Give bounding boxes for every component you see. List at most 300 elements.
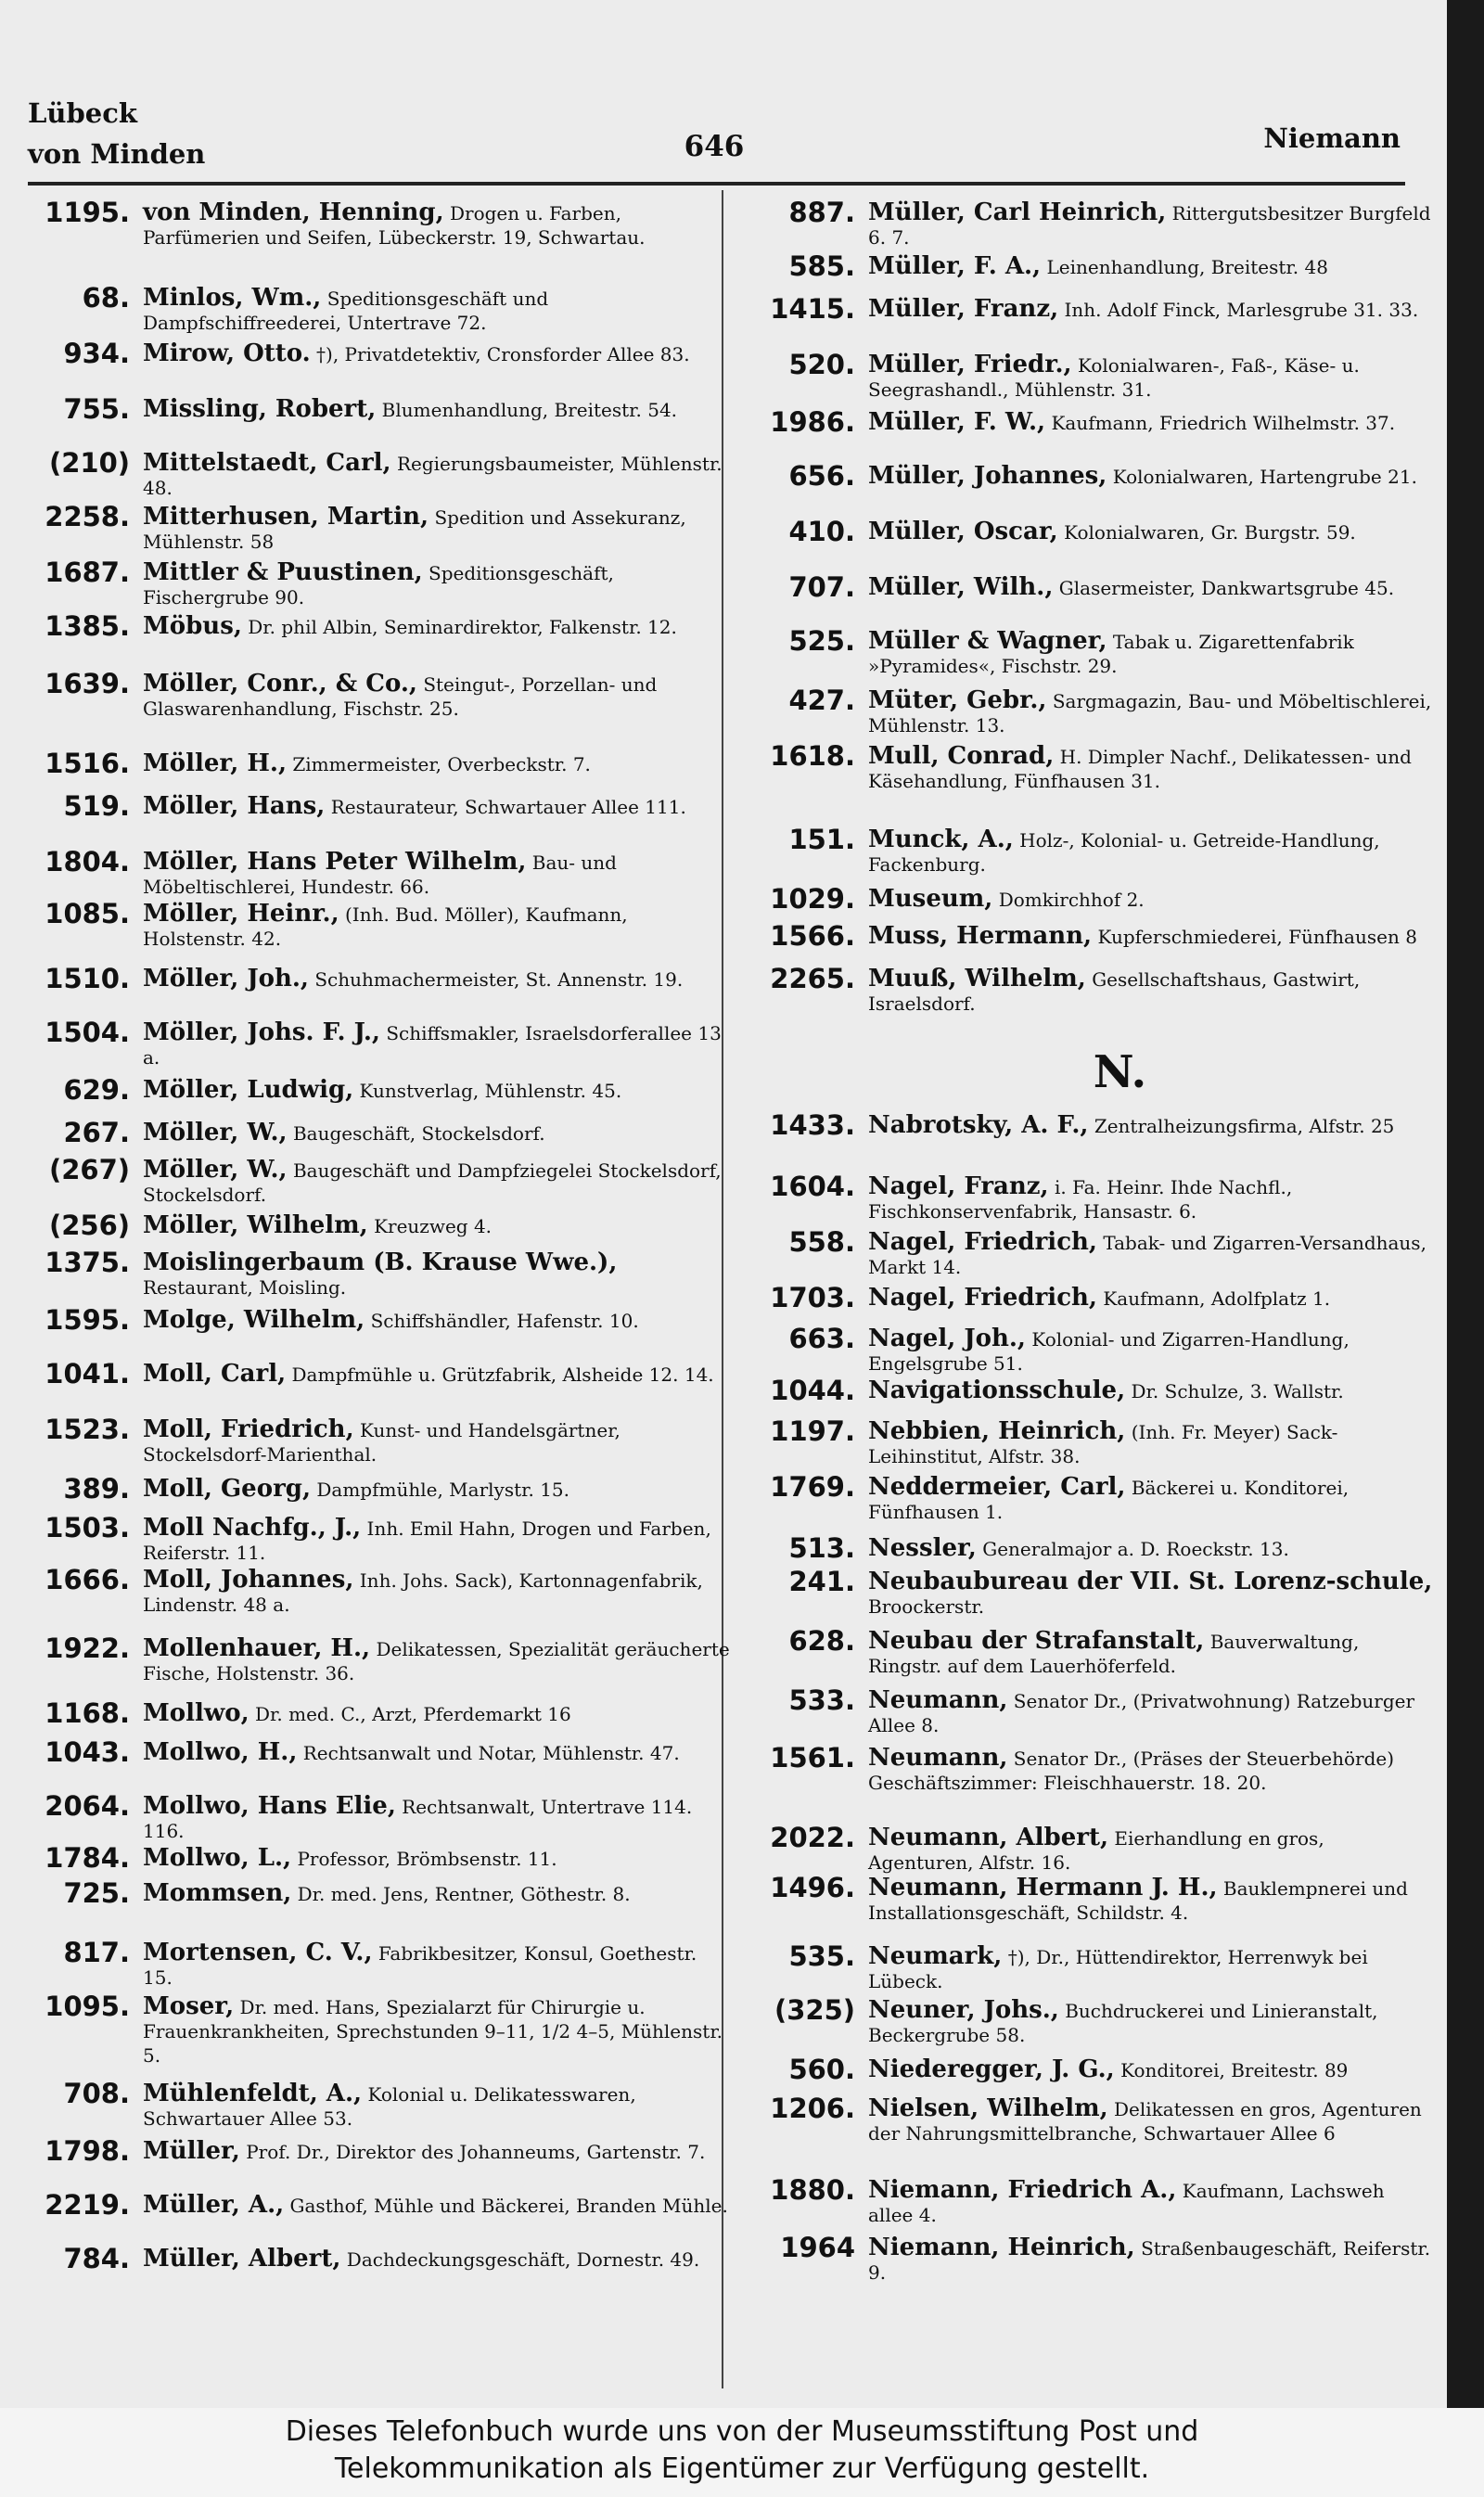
entry-text [868,963,1433,1016]
directory-entry [751,740,1433,824]
phone-number: 585. [788,250,855,282]
directory-entry [751,2174,1433,2232]
phone-number: 1496. [770,1872,855,1903]
entry-text [143,1697,731,1726]
phone-number: 1516. [45,748,130,779]
entry-details: Delikatessen en gros, Agenturen der Nahrungsmittelbranche, Schwartauer Allee 6 [868,2098,1422,2145]
entry-details: Restaurant, Moisling. [143,1276,347,1299]
entry-details: Glasermeister, Dankwartsgrube 45. [1058,577,1395,599]
phone-number: 1044. [770,1375,855,1406]
entry-name: Moll, Carl, [143,1360,287,1388]
page-number: 646 [684,130,745,163]
entry-name: Nagel, Friedrich, [868,1284,1097,1312]
directory-entry [751,1171,1433,1226]
phone-number: 708. [63,2078,130,2109]
phone-number: 389. [63,1473,130,1505]
phone-number: 1769. [770,1471,855,1503]
entry-text [868,460,1433,489]
entry-details: Dampfmühle u. Grützfabrik, Alsheide 12. 14. [291,1364,714,1386]
phone-number: 68. [82,282,130,314]
directory-entry [26,963,731,1017]
entry-text [143,2243,731,2272]
entry-details: Baugeschäft, Stockelsdorf. [292,1122,545,1145]
left-column [26,197,731,2304]
entry-details: i. Fa. Heinr. Ihde Nachfl., Fischkonservenfabrik, Hansastr. 6. [868,1176,1293,1223]
phone-number: 560. [788,2054,855,2085]
phone-number: 934. [63,338,130,369]
entry-text [143,1877,731,1906]
phone-number: 725. [63,1877,130,1909]
entry-name: Muss, Hermann, [868,922,1093,950]
entry-name: Minlos, Wm., [143,284,322,312]
entry-text [143,610,731,639]
directory-entry [751,1872,1433,1940]
phone-number: 535. [788,1940,855,1972]
entry-details: Kupferschmiederei, Fünfhausen 8 [1097,926,1417,948]
entry-text [143,1736,731,1765]
entry-name: Moll, Friedrich, [143,1415,354,1443]
phone-number: 784. [63,2243,130,2274]
phone-number: 1415. [770,293,855,325]
directory-entry [751,1226,1433,1282]
phone-number: 663. [788,1323,855,1354]
entry-details: Leinenhandlung, Breitestr. 48 [1046,256,1328,278]
entry-text [868,1872,1433,1925]
entry-text [868,1566,1433,1619]
entry-text [143,2189,731,2218]
entry-name: Müller, Carl Heinrich, [868,198,1167,226]
phone-number: 1561. [770,1742,855,1774]
entry-text [868,1994,1433,2047]
entry-details: Gasthof, Mühle und Bäckerei, Branden Mühle. [289,2195,728,2217]
directory-entry [26,846,731,898]
entry-name: Müller & Wagner, [868,627,1107,655]
phone-number: 2064. [45,1790,130,1822]
phone-number: 1168. [45,1697,130,1729]
phone-number: 817. [63,1937,130,1968]
phone-number: 1604. [770,1171,855,1202]
entry-name: Neumann, Hermann J. H., [868,1874,1218,1902]
entry-details: Prof. Dr., Direktor des Johanneums, Gartenstr. 7. [246,2141,706,2163]
entry-details: Schuhmachermeister, St. Annenstr. 19. [314,968,684,991]
entry-name: Moll Nachfg., J., [143,1514,362,1542]
phone-number: 1703. [770,1282,855,1313]
directory-entry [26,1790,731,1842]
entry-text [143,393,731,422]
entry-details: Domkirchhof 2. [998,889,1145,911]
entry-details: Drogen u. Farben, Parfümerien und Seifen, Lübeckerstr. 19, Schwartau. [143,202,646,249]
entry-details: Steingut-, Porzellan- und Glaswarenhandlung, Fischstr. 25. [143,673,658,720]
entry-details: Dr. Schulze, 3. Wallstr. [1131,1380,1344,1402]
directory-entry [751,883,1433,920]
entry-details: Konditorei, Breitestr. 89 [1120,2059,1349,2081]
entry-text [143,748,731,776]
directory-entry [26,1358,731,1414]
entry-details: Dr. med. Jens, Rentner, Göthestr. 8. [297,1883,631,1905]
entry-name: Moislingerbaum (B. Krause Wwe.), [143,1248,618,1276]
directory-entry [26,1842,731,1877]
entry-details: Kunst- und Handelsgärtner, Stockelsdorf-Marienthal. [143,1419,620,1466]
phone-number: 241. [788,1566,855,1597]
entry-details: Rechtsanwalt, Untertrave 114. 116. [143,1796,693,1842]
entry-text [143,1210,731,1238]
entry-name: Niemann, Heinrich, [868,2234,1135,2261]
phone-number: 410. [788,516,855,547]
entry-name: Mollenhauer, H., [143,1634,371,1662]
directory-entry [26,1877,731,1937]
entry-text [868,1471,1433,1524]
entry-details: Eierhandlung en gros, Agenturen, Alfstr. 16. [868,1827,1324,1874]
entry-text [143,1937,731,1990]
directory-entry [26,1697,731,1736]
entry-details: Generalmajor a. D. Roeckstr. 13. [982,1538,1289,1560]
entry-name: Müller, Oscar, [868,518,1058,545]
entry-details: Professor, Brömbsenstr. 11. [297,1848,557,1870]
entry-name: Mittler & Puustinen, [143,558,423,586]
phone-number: 755. [63,393,130,425]
directory-entry [26,282,731,338]
entry-name: Neumann, [868,1744,1008,1772]
phone-number: 628. [788,1625,855,1657]
entry-details: Kolonialwaren, Gr. Burgstr. 59. [1064,521,1356,544]
entry-details: Kaufmann, Friedrich Wilhelmstr. 37. [1051,412,1396,434]
phone-number: 1504. [45,1017,130,1048]
entry-details: Spedition und Assekuranz, Mühlenstr. 58 [143,506,686,553]
directory-entry [751,406,1433,460]
entry-name: Möller, Hans, [143,792,326,820]
phone-number: 1639. [45,668,130,699]
entry-name: Molge, Wilhelm, [143,1306,365,1334]
entry-details: Tabak- und Zigarren-Versandhaus, Markt 14. [868,1232,1426,1278]
entry-text [868,685,1433,737]
entry-text [868,2232,1433,2285]
phone-number: 1964 [780,2232,855,2263]
phone-number: 151. [788,824,855,855]
entry-name: Muuß, Wilhelm, [868,965,1086,992]
phone-number: 707. [788,571,855,603]
entry-details: Speditionsgeschäft und Dampfschiffreederei, Untertrave 72. [143,288,549,334]
phone-number: 1595. [45,1304,130,1336]
entry-text [143,1117,731,1146]
directory-entry [751,2093,1433,2174]
entry-name: Möller, Joh., [143,965,309,992]
entry-name: Müller, Albert, [143,2245,341,2273]
phone-number: 656. [788,460,855,492]
entry-name: Moll, Johannes, [143,1566,354,1594]
entry-name: Mühlenfeldt, A., [143,2080,363,2107]
right-column-n-entries [751,1109,1433,2287]
directory-entry [26,501,731,557]
directory-entry [26,1937,731,1991]
phone-number: 2258. [45,501,130,532]
directory-entry [26,2135,731,2189]
phone-number: 1385. [45,610,130,642]
entry-details: Regierungsbaumeister, Mühlenstr. 48. [143,453,723,499]
entry-details: Dr. phil Albin, Seminardirektor, Falkenstr. 12. [248,616,677,638]
entry-text [143,338,731,366]
directory-entry [26,1017,731,1074]
entry-text [143,1358,731,1387]
entry-details: Inh. Johs. Sack), Kartonnagenfabrik, Lindenstr. 48 a. [143,1569,703,1616]
entry-details: Kaufmann, Lachsweh allee 4. [868,2180,1385,2226]
directory-entry [26,1154,731,1210]
phone-number: 1566. [770,920,855,952]
entry-name: Möller, Conr., & Co., [143,670,417,698]
directory-entry [26,197,731,282]
entry-name: Möller, Heinr., [143,900,339,928]
directory-entry [751,349,1433,406]
entry-name: Mull, Conrad, [868,742,1055,770]
phone-number: 533. [788,1684,855,1716]
entry-text [868,920,1433,949]
entry-name: Mommsen, [143,1879,292,1907]
phone-number: 427. [788,685,855,716]
directory-entry [26,338,731,393]
entry-details: (Inh. Bud. Möller), Kaufmann, Holstenstr. 42. [143,903,628,950]
directory-entry [751,1625,1433,1684]
entry-name: Möbus, [143,612,242,640]
directory-entry [751,685,1433,740]
entry-details: Senator Dr., (Präses der Steuerbehörde) Geschäftszimmer: Fleischhauerstr. 18. 20. [868,1748,1395,1794]
entry-name: Müller, F. W., [868,408,1046,436]
entry-text [868,1171,1433,1223]
header-left-bottom: von Minden [28,138,206,170]
entry-name: Müller, Franz, [868,295,1059,323]
directory-entry [751,920,1433,963]
entry-text [143,1074,731,1103]
entry-details: Bauverwaltung, Ringstr. auf dem Lauerhöferfeld. [868,1631,1360,1677]
directory-entry [26,1414,731,1473]
entry-text [143,1633,731,1685]
phone-number: 1666. [45,1564,130,1595]
entry-text [143,668,731,721]
directory-entry [751,625,1433,685]
directory-entry [26,447,731,501]
entry-text [868,1684,1433,1737]
entry-name: Moll, Georg, [143,1475,311,1503]
entry-details: Kunstverlag, Mühlenstr. 45. [359,1080,622,1102]
entry-text [143,1247,731,1300]
entry-name: Neumann, [868,1686,1008,1714]
entry-text [868,2093,1433,2145]
directory-entry [26,2078,731,2135]
entry-details: Schiffshändler, Hafenstr. 10. [370,1310,639,1332]
entry-name: Mirow, Otto. [143,339,311,367]
entry-text [143,2135,731,2164]
entry-text [868,824,1433,877]
entry-details: Restaurateur, Schwartauer Allee 111. [330,796,686,818]
phone-number: 1687. [45,557,130,588]
entry-text [868,406,1433,435]
phone-number: 1206. [770,2093,855,2124]
directory-entry [751,1684,1433,1742]
entry-text [143,790,731,819]
entry-text [143,1304,731,1333]
entry-details: Zimmermeister, Overbeckstr. 7. [292,753,591,775]
entry-details: †), Dr., Hüttendirektor, Herrenwyk bei Lübeck. [868,1946,1368,1992]
directory-entry [26,748,731,790]
scan-border [1447,0,1484,2408]
directory-entry [751,197,1433,250]
entry-details: Blumenhandlung, Breitestr. 54. [381,399,678,421]
entry-name: Möller, Ludwig, [143,1076,354,1104]
phone-number: 513. [788,1532,855,1564]
directory-entry [26,393,731,447]
entry-text [143,1842,731,1871]
phone-number: 1095. [45,1991,130,2022]
entry-details: Holz-, Kolonial- u. Getreide-Handlung, Fackenburg. [868,829,1380,876]
entry-name: Moser, [143,1992,235,2020]
entry-details: Baugeschäft und Dampfziegelei Stockelsdorf, Stockelsdorf. [143,1159,722,1206]
directory-entry [751,1375,1433,1415]
entry-text [868,571,1433,600]
entry-details: Kreuzweg 4. [374,1215,493,1237]
entry-text [143,1512,731,1565]
phone-number: 520. [788,349,855,380]
phone-number: 2265. [770,963,855,994]
entry-name: Mollwo, L., [143,1844,292,1872]
entry-details: Inh. Emil Hahn, Drogen und Farben, Reiferstr. 11. [143,1517,711,1564]
entry-details: Kaufmann, Adolfplatz 1. [1103,1287,1331,1310]
entry-details: Bauklempnerei und Installationsgeschäft, Schildstr. 4. [868,1877,1408,1924]
entry-text [143,447,731,500]
directory-entry [26,557,731,610]
directory-entry [26,1210,731,1247]
entry-name: Müter, Gebr., [868,686,1047,714]
directory-entry [751,1742,1433,1822]
directory-entry [26,610,731,668]
entry-text [868,1940,1433,1993]
entry-text [868,1625,1433,1678]
entry-text [868,1323,1433,1376]
header-rule [28,182,1405,186]
directory-entry [751,1415,1433,1471]
entry-name: Müller, Johannes, [868,462,1107,490]
directory-entry [751,1109,1433,1171]
phone-number: (267) [48,1154,130,1185]
phone-number: 1503. [45,1512,130,1543]
entry-text [143,1414,731,1466]
directory-entry [26,1564,731,1633]
directory-entry [751,2232,1433,2287]
directory-entry [751,2054,1433,2093]
entry-text [868,293,1433,322]
entry-details: Gesellschaftshaus, Gastwirt, Israelsdorf. [868,968,1361,1015]
directory-entry [751,293,1433,349]
entry-name: Möller, W., [143,1119,288,1146]
phone-number: 2219. [45,2189,130,2221]
directory-entry [751,516,1433,571]
entry-name: Mittelstaedt, Carl, [143,449,391,477]
phone-number: 558. [788,1226,855,1258]
phone-number: 1433. [770,1109,855,1141]
entry-details: Senator Dr., (Privatwohnung) Ratzeburger Allee 8. [868,1690,1415,1736]
entry-details: H. Dimpler Nachf., Delikatessen- und Käsehandlung, Fünfhausen 31. [868,746,1412,792]
directory-entry [751,1940,1433,1994]
entry-text [143,1991,731,2068]
entry-name: Möller, Hans Peter Wilhelm, [143,848,527,876]
entry-details: Kolonial- und Zigarren-Handlung, Engelsgrube 51. [868,1328,1350,1375]
directory-entry [26,1512,731,1564]
directory-entry [751,824,1433,883]
entry-text [143,1564,731,1617]
entry-text [143,197,731,250]
entry-details: Schiffsmakler, Israelsdorferallee 13 a. [143,1022,722,1069]
entry-name: Niemann, Friedrich A., [868,2176,1177,2204]
phone-number: 1195. [45,197,130,228]
phone-number: (256) [48,1210,130,1241]
phone-number: 1510. [45,963,130,994]
entry-name: Mitterhusen, Martin, [143,503,429,531]
entry-text [868,516,1433,544]
entry-name: Nessler, [868,1534,977,1562]
entry-text [868,2174,1433,2227]
phone-number: 1618. [770,740,855,772]
entry-text [868,250,1433,279]
entry-text [868,1822,1433,1875]
entry-name: Müller, A., [143,2191,285,2219]
entry-details: Dachdeckungsgeschäft, Dornestr. 49. [346,2248,700,2271]
entry-text [868,349,1433,402]
entry-text [143,1790,731,1843]
entry-name: Niederegger, J. G., [868,2055,1115,2083]
entry-name: Neuner, Johs., [868,1996,1059,2024]
running-header-left [28,93,205,174]
entry-name: Neumann, Albert, [868,1824,1109,1851]
entry-text [868,625,1433,678]
header-left-top: Lübeck [28,97,137,129]
phone-number: 2022. [770,1822,855,1853]
entry-details: Straßenbaugeschäft, Reiferstr. 9. [868,2237,1431,2284]
entry-details: Dampfmühle, Marlystr. 15. [316,1479,570,1501]
entry-text [143,501,731,554]
entry-text [143,282,731,335]
directory-entry [26,1633,731,1697]
entry-text [143,963,731,992]
phone-number: 1043. [45,1736,130,1768]
directory-entry [751,1994,1433,2054]
phone-number: 887. [788,197,855,228]
entry-details: Dr. med. Hans, Spezialarzt für Chirurgie u. Frauenkrankheiten, Sprechstunden 9–11, 1/2 4–5, Mühlenstr. 5. [143,1996,723,2067]
directory-entry [751,1532,1433,1566]
entry-name: Nagel, Friedrich, [868,1228,1097,1256]
entry-name: Nabrotsky, A. F., [868,1111,1089,1139]
phone-number: 1784. [45,1842,130,1874]
right-column-m-entries [751,197,1433,1035]
footer-line-1: Dieses Telefonbuch wurde uns von der Museumsstiftung Post und [285,2415,1199,2448]
entry-name: Nebbien, Heinrich, [868,1417,1126,1445]
entry-name: Möller, W., [143,1156,288,1184]
entry-name: Museum, [868,885,993,913]
directory-entry [26,1473,731,1512]
directory-entry [26,668,731,748]
entry-details: Inh. Adolf Finck, Marlesgrube 31. 33. [1064,299,1419,321]
entry-text [868,1282,1433,1311]
entry-name: Möller, Wilhelm, [143,1211,368,1239]
entry-name: Müller, Wilh., [868,573,1054,601]
directory-entry [26,1304,731,1358]
entry-text [868,1109,1433,1138]
entry-text [143,557,731,609]
entry-text [868,1742,1433,1795]
phone-number: 1197. [770,1415,855,1447]
entry-details: Buchdruckerei und Linieranstalt, Beckergrube 58. [868,2000,1378,2046]
phone-number: 1041. [45,1358,130,1389]
entry-text [868,1532,1433,1561]
entry-text [143,1154,731,1207]
phone-number: 1029. [770,883,855,915]
running-header-right: Niemann [1263,122,1401,154]
